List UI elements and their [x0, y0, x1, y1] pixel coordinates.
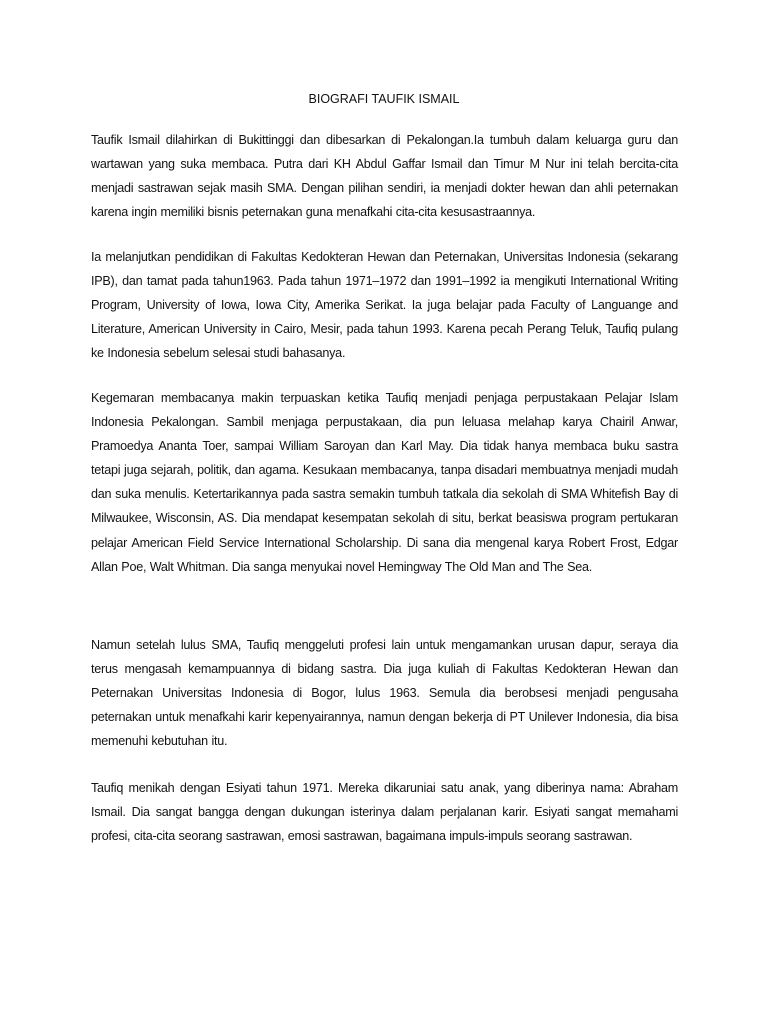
document-title: BIOGRAFI TAUFIK ISMAIL [308, 92, 460, 106]
paragraph-2: Ia melanjutkan pendidikan di Fakultas Kedokteran Hewan dan Peternakan, Universitas Indonesia (sekarang IPB), dan tamat pada tahun1963. Pada tahun 1971–1972 dan 1991–1992 ia mengikuti International Writing Program, University of Iowa, Iowa City, Amerika Serikat. Ia juga belajar pada Faculty of Languange and Literature, American University in Cairo, Mesir, pada tahun 1993. Karena pecah Perang Teluk, Taufiq pulang ke Indonesia sebelum selesai studi bahasanya. [91, 250, 678, 361]
paragraph-5: Taufiq menikah dengan Esiyati tahun 1971. Mereka dikaruniai satu anak, yang diberinya nama: Abraham Ismail. Dia sangat bangga dengan dukungan isterinya dalam perjalanan karir. Esiyati sangat memahami profesi, cita-cita seorang sastrawan, emosi sastrawan, bagaimana impuls-impuls seorang sastrawan. [91, 781, 678, 844]
paragraph-4: Namun setelah lulus SMA, Taufiq menggeluti profesi lain untuk mengamankan urusan dapur, seraya dia terus mengasah kemampuannya di bidang sastra. Dia juga kuliah di Fakultas Kedokteran Hewan dan Peternakan Universitas Indonesia di Bogor, lulus 1963. Semula dia berobsesi menjadi pengusaha peternakan untuk menafkahi karir kepenyairannya, namun dengan bekerja di PT Unilever Indonesia, dia bisa memenuhi kebutuhan itu. [91, 638, 678, 749]
paragraph-1: Taufik Ismail dilahirkan di Bukittinggi dan dibesarkan di Pekalongan.Ia tumbuh dalam keluarga guru dan wartawan yang suka membaca. Putra dari KH Abdul Gaffar Ismail dan Timur M Nur ini telah bercita-cita menjadi sastrawan sejak masih SMA. Dengan pilihan sendiri, ia menjadi dokter hewan dan ahli peternakan karena ingin memiliki bisnis peternakan guna menafkahi cita-cita kesusastraannya. [91, 133, 678, 220]
paragraph-3: Kegemaran membacanya makin terpuaskan ketika Taufiq menjadi penjaga perpustakaan Pelajar Islam Indonesia Pekalongan. Sambil menjaga perpustakaan, dia pun leluasa melahap karya Chairil Anwar, Pramoedya Ananta Toer, sampai William Saroyan dan Karl May. Dia tidak hanya membaca buku sastra tetapi juga sejarah, politik, dan agama. Kesukaan membacanya, tanpa disadari membuatnya menjadi mudah dan suka menulis. Ketertarikannya pada sastra semakin tumbuh tatkala dia sekolah di SMA Whitefish Bay di Milwaukee, Wisconsin, AS. Dia mendapat kesempatan sekolah di situ, berkat beasiswa program pertukaran pelajar American Field Service International Scholarship. Di sana dia mengenal karya Robert Frost, Edgar Allan Poe, Walt Whitman. Dia sanga menyukai novel Hemingway The Old Man and The Sea. [91, 391, 678, 574]
